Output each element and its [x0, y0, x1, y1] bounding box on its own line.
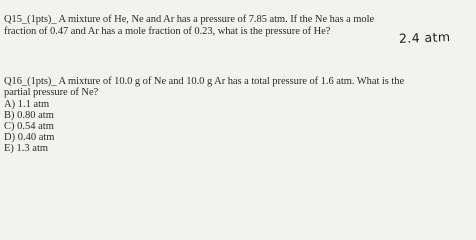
- q16-choice-b: [4, 110, 54, 121]
- choice-text: 1.3 atm: [16, 143, 49, 154]
- q16-choice-c: [4, 121, 54, 132]
- q16-text-line-1: Q16_(1pts)_ A mixture of 10.0 g of Ne and 10.0 g Ar has a total pressure of 1.6 atm. What is the: [4, 76, 405, 87]
- choice-letter: A): [4, 99, 16, 110]
- choice-letter: D): [4, 132, 16, 143]
- choice-letter: E): [4, 143, 14, 154]
- choice-text: 0.80 atm: [17, 110, 54, 121]
- q15-text-line-1: Q15_(1pts)_ A mixture of He, Ne and Ar has a pressure of 7.85 atm. If the Ne has a mole: [4, 14, 375, 25]
- q16-choice-a: [4, 99, 49, 110]
- q16-choice-e: [4, 143, 48, 154]
- choice-text: 1.1 atm: [17, 99, 50, 110]
- choice-letter: B): [4, 110, 15, 121]
- choice-letter: C): [4, 121, 15, 132]
- q15-handwritten-answer: 2.4 atm: [398, 29, 451, 46]
- choice-text: 0.54 atm: [17, 121, 54, 132]
- q16-choice-d: [4, 132, 54, 143]
- q15-text-line-2: fraction of 0.47 and Ar has a mole fraction of 0.23, what is the pressure of He?: [4, 26, 331, 37]
- choice-text: 0.40 atm: [17, 132, 55, 143]
- q16-text-line-2: partial pressure of Ne?: [4, 87, 99, 98]
